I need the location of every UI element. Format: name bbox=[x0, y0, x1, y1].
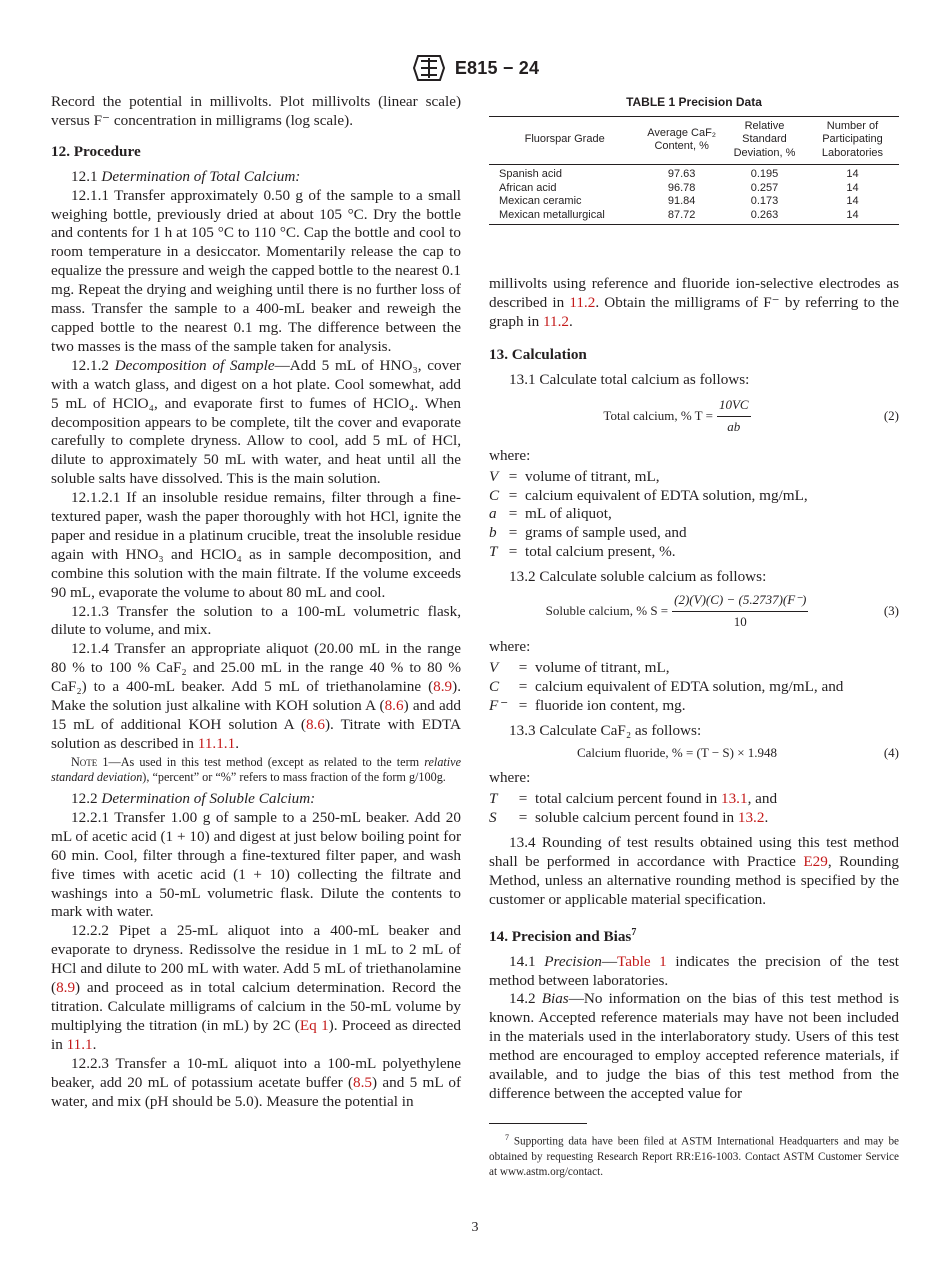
definition-item: T = total calcium percent found in 13.1, and bbox=[489, 790, 778, 808]
continued-paragraph: millivolts using reference and fluoride ion-selective electrodes as described in 11.2. Obtain the milligrams of F⁻ by referring to the graph in 11.2. bbox=[489, 275, 899, 331]
where-label-1: where: bbox=[489, 446, 531, 464]
cell-grade: Mexican metallurgical bbox=[499, 208, 605, 221]
header-grade: Fluorspar Grade bbox=[524, 133, 605, 146]
definition-item: T = total calcium present, %. bbox=[489, 543, 676, 561]
footnote-7: $^7$ Supporting data have been filed at ASTM International Headquarters and may be obtained by requesting Research Report RR:E16-1003. Contact ASTM Customer Service at www.astm.org/contact. bbox=[489, 1132, 900, 1179]
paragraph-12-1-1: 12.1.1 Transfer approximately 0.50 g of the sample to a small weighing bottle, previously dried at about 105 °C. Dry the bottle and contents for 1 h at 105 °C to 110 °C. Cap the bottle and cool to room temperature in a desiccator. Momentarily release the cap to equalize the pressure and weigh the capped bottle to the nearest 0.1 mg. Repeat the drying and weighing until there is no further loss of mass. Transfer the sample to a 400-mL beaker and reweigh the capped bottle to the nearest 0.1 mg. The difference between the two masses is the mass of the sample taken for analysis. bbox=[51, 186, 461, 355]
definition-item: C = calcium equivalent of EDTA solution, mg/mL, bbox=[489, 486, 808, 504]
cell-average: 97.63 bbox=[667, 168, 696, 181]
paragraph-12-1-2-1: 12.1.2.1 If an insoluble residue remains, filter through a fine-textured paper, wash the paper thoroughly with hot HCl, ignite the paper and residue in a platinum crucible, treat the insoluble residue again with HNO₃ and HClO₄ as in sample decomposition, and combine this solution with the main filtrate. If the volume exceeds 90 mL, evaporate the volume to about 80 mL and cool. bbox=[51, 489, 461, 601]
paragraph-12-2: 12.2 Determination of Soluble Calcium: bbox=[71, 790, 316, 807]
where-label-3: where: bbox=[489, 769, 531, 787]
definition-item: b = grams of sample used, and bbox=[489, 524, 687, 542]
link-11-2-second[interactable]: 11.2 bbox=[543, 313, 570, 331]
paragraph-12-1-4: 12.1.4 Transfer an appropriate aliquot (20.00 mL in the range 80 % to 100 % CaF₂ and 25.00 mL in the range 40 % to 80 % CaF₂) to a 400-mL beaker. Add 5 mL of triethanolamine (8.9). Make the solution just alkaline with KOH solution A (8.6) and add 15 mL of additional KOH solution A (8.6). Titrate with EDTA solution as described in 11.1.1. bbox=[51, 640, 462, 752]
paragraph-12-1-3: 12.1.3 Transfer the solution to a 100-mL volumetric flask, dilute to volume, and mix. bbox=[51, 602, 461, 639]
paragraph-14-1: 14.1 Precision—Table 1 indicates the precision of the test method between laboratories. bbox=[489, 952, 900, 989]
link-8-9-second[interactable]: 8.9 bbox=[56, 979, 76, 997]
paragraph-14-2: 14.2 Bias—No information on the bias of this test method is known. Accepted reference materials may have not been included in the materials used in the interlaboratory study. Users of this test method are encouraged to employ accepted reference materials, if available, and to judge the bias of this test method from the difference between the accepted value for bbox=[489, 990, 900, 1102]
equation-3-numerator: (2)(V)(C) − (5.2737)(F⁻) bbox=[672, 591, 808, 612]
paragraph-13-1: 13.1 Calculate total calcium as follows: bbox=[509, 371, 750, 389]
equation-2 bbox=[489, 396, 899, 437]
equation-3-number: (3) bbox=[883, 603, 899, 619]
equation-2-denominator: ab bbox=[727, 418, 741, 434]
equation-2-number: (2) bbox=[883, 407, 899, 423]
paragraph-12-2-2: 12.2.2 Pipet a 25-mL aliquot into a 400-mL beaker and evaporate to dryness. Redissolve the residue in 1 mL to 2 mL of HCl and dilute to 200 mL with water. Add 5 mL of triethanolamine (8.9) and proceed as in total calcium determination. Record the titration. Calculate milligrams of calcium in the 50-mL volume by multiplying the titration (in mL) by 2C (Eq 1). Proceed as directed in 11.1. bbox=[51, 922, 462, 1053]
page-header bbox=[0, 54, 950, 82]
definition-item: F⁻ = fluoride ion content, mg. bbox=[489, 696, 686, 714]
link-8-6-second[interactable]: 8.6 bbox=[305, 716, 325, 733]
section-14-heading: 14. Precision and Bias$^7$ bbox=[489, 926, 637, 945]
precision-table bbox=[489, 116, 899, 226]
equation-2-label: Total calcium, % T = bbox=[603, 407, 713, 423]
cell-labs: 14 bbox=[846, 208, 859, 221]
cell-rsd: 0.195 bbox=[750, 168, 779, 181]
definition-item: a = mL of aliquot, bbox=[489, 505, 612, 523]
definition-item: C = calcium equivalent of EDTA solution, mg/mL, and bbox=[489, 677, 844, 695]
equation-2-numerator: 10VC bbox=[717, 396, 751, 417]
table-row bbox=[489, 165, 899, 182]
where-label-2: where: bbox=[489, 637, 531, 655]
paragraph-13-4: 13.4 Rounding of test results obtained using this test method shall be performed in accordance with Practice E29, Rounding Method, unless an alternative rounding method is specified by the customer or applicable material specification. bbox=[489, 834, 899, 908]
table-header-row bbox=[489, 116, 899, 165]
definition-item: V = volume of titrant, mL, bbox=[489, 658, 670, 676]
standard-designation: E815 − 24 bbox=[454, 57, 540, 78]
note-1: Note 1—As used in this test method (except as related to the term relative standard deviation), “percent” or “%” refers to mass fraction of the form g/100g. bbox=[51, 754, 462, 785]
link-8-5[interactable]: 8.5 bbox=[353, 1073, 373, 1091]
left-column bbox=[51, 93, 461, 1111]
link-e29[interactable]: E29 bbox=[803, 852, 828, 870]
cell-labs: 14 bbox=[846, 168, 859, 181]
cell-rsd: 0.263 bbox=[750, 208, 779, 221]
note-label: Note 1 bbox=[71, 754, 109, 769]
paragraph-12-1: 12.1 Determination of Total Calcium: bbox=[71, 167, 301, 185]
definition-item: S = soluble calcium percent found in 13.2. bbox=[489, 809, 769, 827]
header-rsd: Relative Standard Deviation, % bbox=[733, 119, 796, 159]
link-11-2[interactable]: 11.2 bbox=[569, 294, 596, 312]
equation-3 bbox=[489, 591, 899, 632]
cell-rsd: 0.173 bbox=[750, 195, 779, 208]
table-row bbox=[489, 195, 899, 209]
equation-3-denominator: 10 bbox=[733, 614, 747, 629]
link-13-2[interactable]: 13.2 bbox=[737, 809, 765, 827]
paragraph-12-2-1: 12.2.1 Transfer 1.00 g of sample to a 250-mL beaker. Add 20 mL of acetic acid (1 + 10) and digest at just below boiling point for 60 min. Cool, filter through a fine-textured filter paper, and wash five times with acetic acid (1 + 10) collecting the filtrate and washings into a 50-mL volumetric flask. Dilute the contents to mark with water. bbox=[51, 808, 461, 921]
paragraph-13-3: 13.3 Calculate CaF₂ as follows: bbox=[509, 721, 702, 739]
cell-average: 96.78 bbox=[667, 181, 696, 194]
footnote-ref-7: 7 bbox=[631, 926, 637, 938]
equation-4-body: Calcium fluoride, % = (T − S) × 1.948 bbox=[576, 745, 778, 761]
cell-grade: Mexican ceramic bbox=[499, 195, 582, 208]
cell-grade: Spanish acid bbox=[499, 168, 562, 181]
header-average: Average CaF₂ Content, % bbox=[647, 126, 717, 153]
definition-item: V = volume of titrant, mL, bbox=[489, 467, 660, 485]
equation-4-number: (4) bbox=[883, 745, 899, 761]
cell-grade: African acid bbox=[499, 181, 557, 194]
definitions-2 bbox=[489, 659, 899, 716]
link-11-1-1[interactable]: 11.1.1 bbox=[197, 734, 236, 752]
right-column bbox=[489, 93, 899, 1181]
cell-average: 91.84 bbox=[667, 195, 696, 208]
table-row bbox=[489, 209, 899, 225]
section-12-heading: 12. Procedure bbox=[51, 142, 141, 160]
cell-labs: 14 bbox=[846, 195, 859, 208]
equation-4 bbox=[489, 744, 899, 763]
cell-average: 87.72 bbox=[667, 208, 696, 221]
page-number: 3 bbox=[471, 1220, 479, 1235]
cell-rsd: 0.257 bbox=[750, 181, 779, 194]
table-1-title: TABLE 1 Precision Data bbox=[626, 95, 762, 109]
cell-labs: 14 bbox=[846, 181, 859, 194]
link-11-1[interactable]: 11.1 bbox=[66, 1035, 93, 1053]
definitions-3 bbox=[489, 790, 899, 828]
equation-3-label: Soluble calcium, % S = bbox=[545, 603, 669, 619]
astm-logo-icon bbox=[411, 54, 447, 82]
paragraph-12-2-3: 12.2.3 Transfer a 10-mL aliquot into a 100-mL polyethylene beaker, add 20 mL of potassium acetate buffer (8.5) and 5 mL of water, and mix (pH should be 5.0). Measure the potential in bbox=[51, 1054, 461, 1110]
link-13-1[interactable]: 13.1 bbox=[720, 790, 748, 808]
link-8-6[interactable]: 8.6 bbox=[384, 697, 404, 715]
paragraph-12-1-2: 12.1.2 Decomposition of Sample—Add 5 mL of HNO₃, cover with a watch glass, and digest on a hot plate. Cool somewhat, add 5 mL of HClO₄, and evaporate first to fumes of HClO₄. When decomposition appears to be complete, tilt the cover and evaporate carefully to complete dryness. Allow to cool, add 5 mL of HCl, dilute to approximately 50 mL with water, and heat until all the soluble salts have dissolved. This is the main solution. bbox=[51, 356, 461, 488]
paragraph-13-2: 13.2 Calculate soluble calcium as follows: bbox=[509, 568, 767, 586]
link-eq-1[interactable]: Eq 1 bbox=[299, 1016, 329, 1034]
section-13-heading: 13. Calculation bbox=[489, 346, 587, 364]
table-row bbox=[489, 182, 899, 196]
intro-paragraph: Record the potential in millivolts. Plot millivolts (linear scale) versus F⁻ concentration in milligrams (log scale). bbox=[51, 93, 461, 129]
link-8-9[interactable]: 8.9 bbox=[433, 678, 453, 696]
link-table-1[interactable]: Table 1 bbox=[617, 952, 667, 970]
definitions-1 bbox=[489, 468, 899, 563]
footnote-rule bbox=[489, 1123, 587, 1124]
header-labs: Number of Participating Laboratories bbox=[821, 119, 884, 159]
